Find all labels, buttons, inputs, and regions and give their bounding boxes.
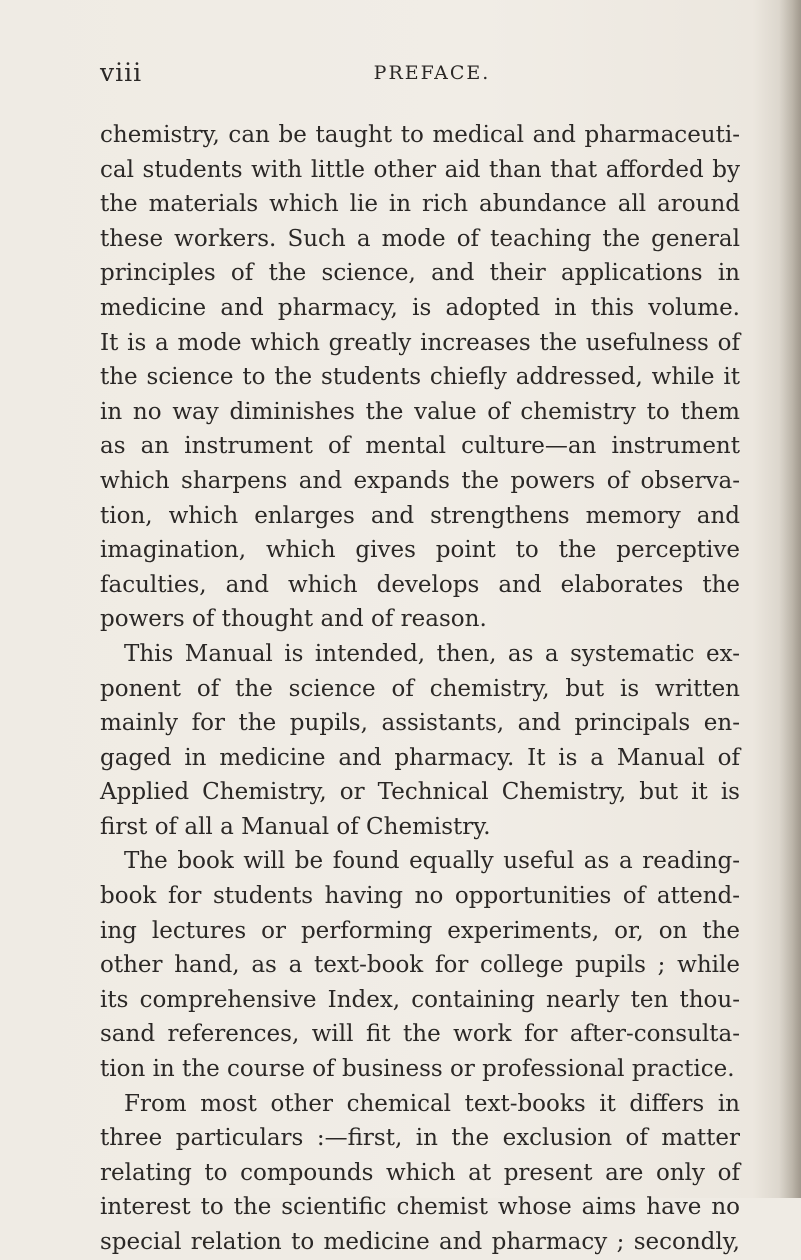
text-line: which sharpens and expands the powers of observa- — [100, 467, 740, 494]
text-line: the materials which lie in rich abundance all around — [100, 191, 740, 218]
text-line: imagination, which gives point to the perceptive — [100, 537, 740, 564]
text-line: tion, which enlarges and strengthens memory and — [100, 502, 740, 529]
body-text — [100, 118, 740, 1260]
running-head: PREFACE. — [373, 62, 491, 84]
text-line: powers of thought and of reason. — [100, 606, 487, 633]
page-edge-shadow — [779, 0, 801, 1198]
text-line: three particulars :—first, in the exclusion of matter — [100, 1125, 740, 1152]
text-line: This Manual is intended, then, as a systematic ex- — [124, 640, 740, 667]
text-line: ponent of the science of chemistry, but is written — [100, 675, 740, 702]
text-line: in no way diminishes the value of chemistry to them — [100, 398, 740, 425]
text-line: these workers. Such a mode of teaching the general — [100, 225, 740, 252]
text-line: The book will be found equally useful as a reading- — [124, 848, 740, 875]
text-line: sand references, will fit the work for after-consulta- — [100, 1021, 740, 1048]
text-line: medicine and pharmacy, is adopted in this volume. — [100, 294, 740, 321]
text-line: faculties, and which develops and elaborates the — [100, 571, 740, 598]
text-line: principles of the science, and their applications in — [100, 260, 740, 287]
text-line: interest to the scientific chemist whose aims have no — [100, 1194, 740, 1221]
text-line: mainly for the pupils, assistants, and principals en- — [100, 710, 740, 737]
page-number: viii — [100, 58, 143, 87]
text-line: first of all a Manual of Chemistry. — [100, 813, 491, 840]
text-line: chemistry, can be taught to medical and pharmaceuti- — [100, 122, 740, 148]
text-line: as an instrument of mental culture—an instrument — [100, 433, 740, 460]
text-line: special relation to medicine and pharmacy ; secondly, — [100, 1229, 740, 1255]
text-line: other hand, as a text-book for college pupils ; while — [100, 952, 740, 979]
text-line: cal students with little other aid than that afforded by — [100, 156, 740, 183]
text-line: From most other chemical text-books it differs in — [124, 1090, 740, 1117]
text-line: ing lectures or performing experiments, or, on the — [100, 917, 740, 944]
text-line: Applied Chemistry, or Technical Chemistry, but it is — [100, 779, 740, 806]
text-line: book for students having no opportunities of attend- — [100, 883, 740, 910]
text-line: relating to compounds which at present are only of — [100, 1159, 740, 1186]
text-line: It is a mode which greatly increases the usefulness of — [100, 329, 740, 356]
text-line: the science to the students chiefly addressed, while it — [100, 364, 740, 391]
page-header — [100, 58, 740, 88]
text-line: its comprehensive Index, containing nearly ten thou- — [100, 986, 740, 1013]
text-line: tion in the course of business or professional practice. — [100, 1056, 735, 1083]
text-line: gaged in medicine and pharmacy. It is a Manual of — [100, 744, 740, 771]
